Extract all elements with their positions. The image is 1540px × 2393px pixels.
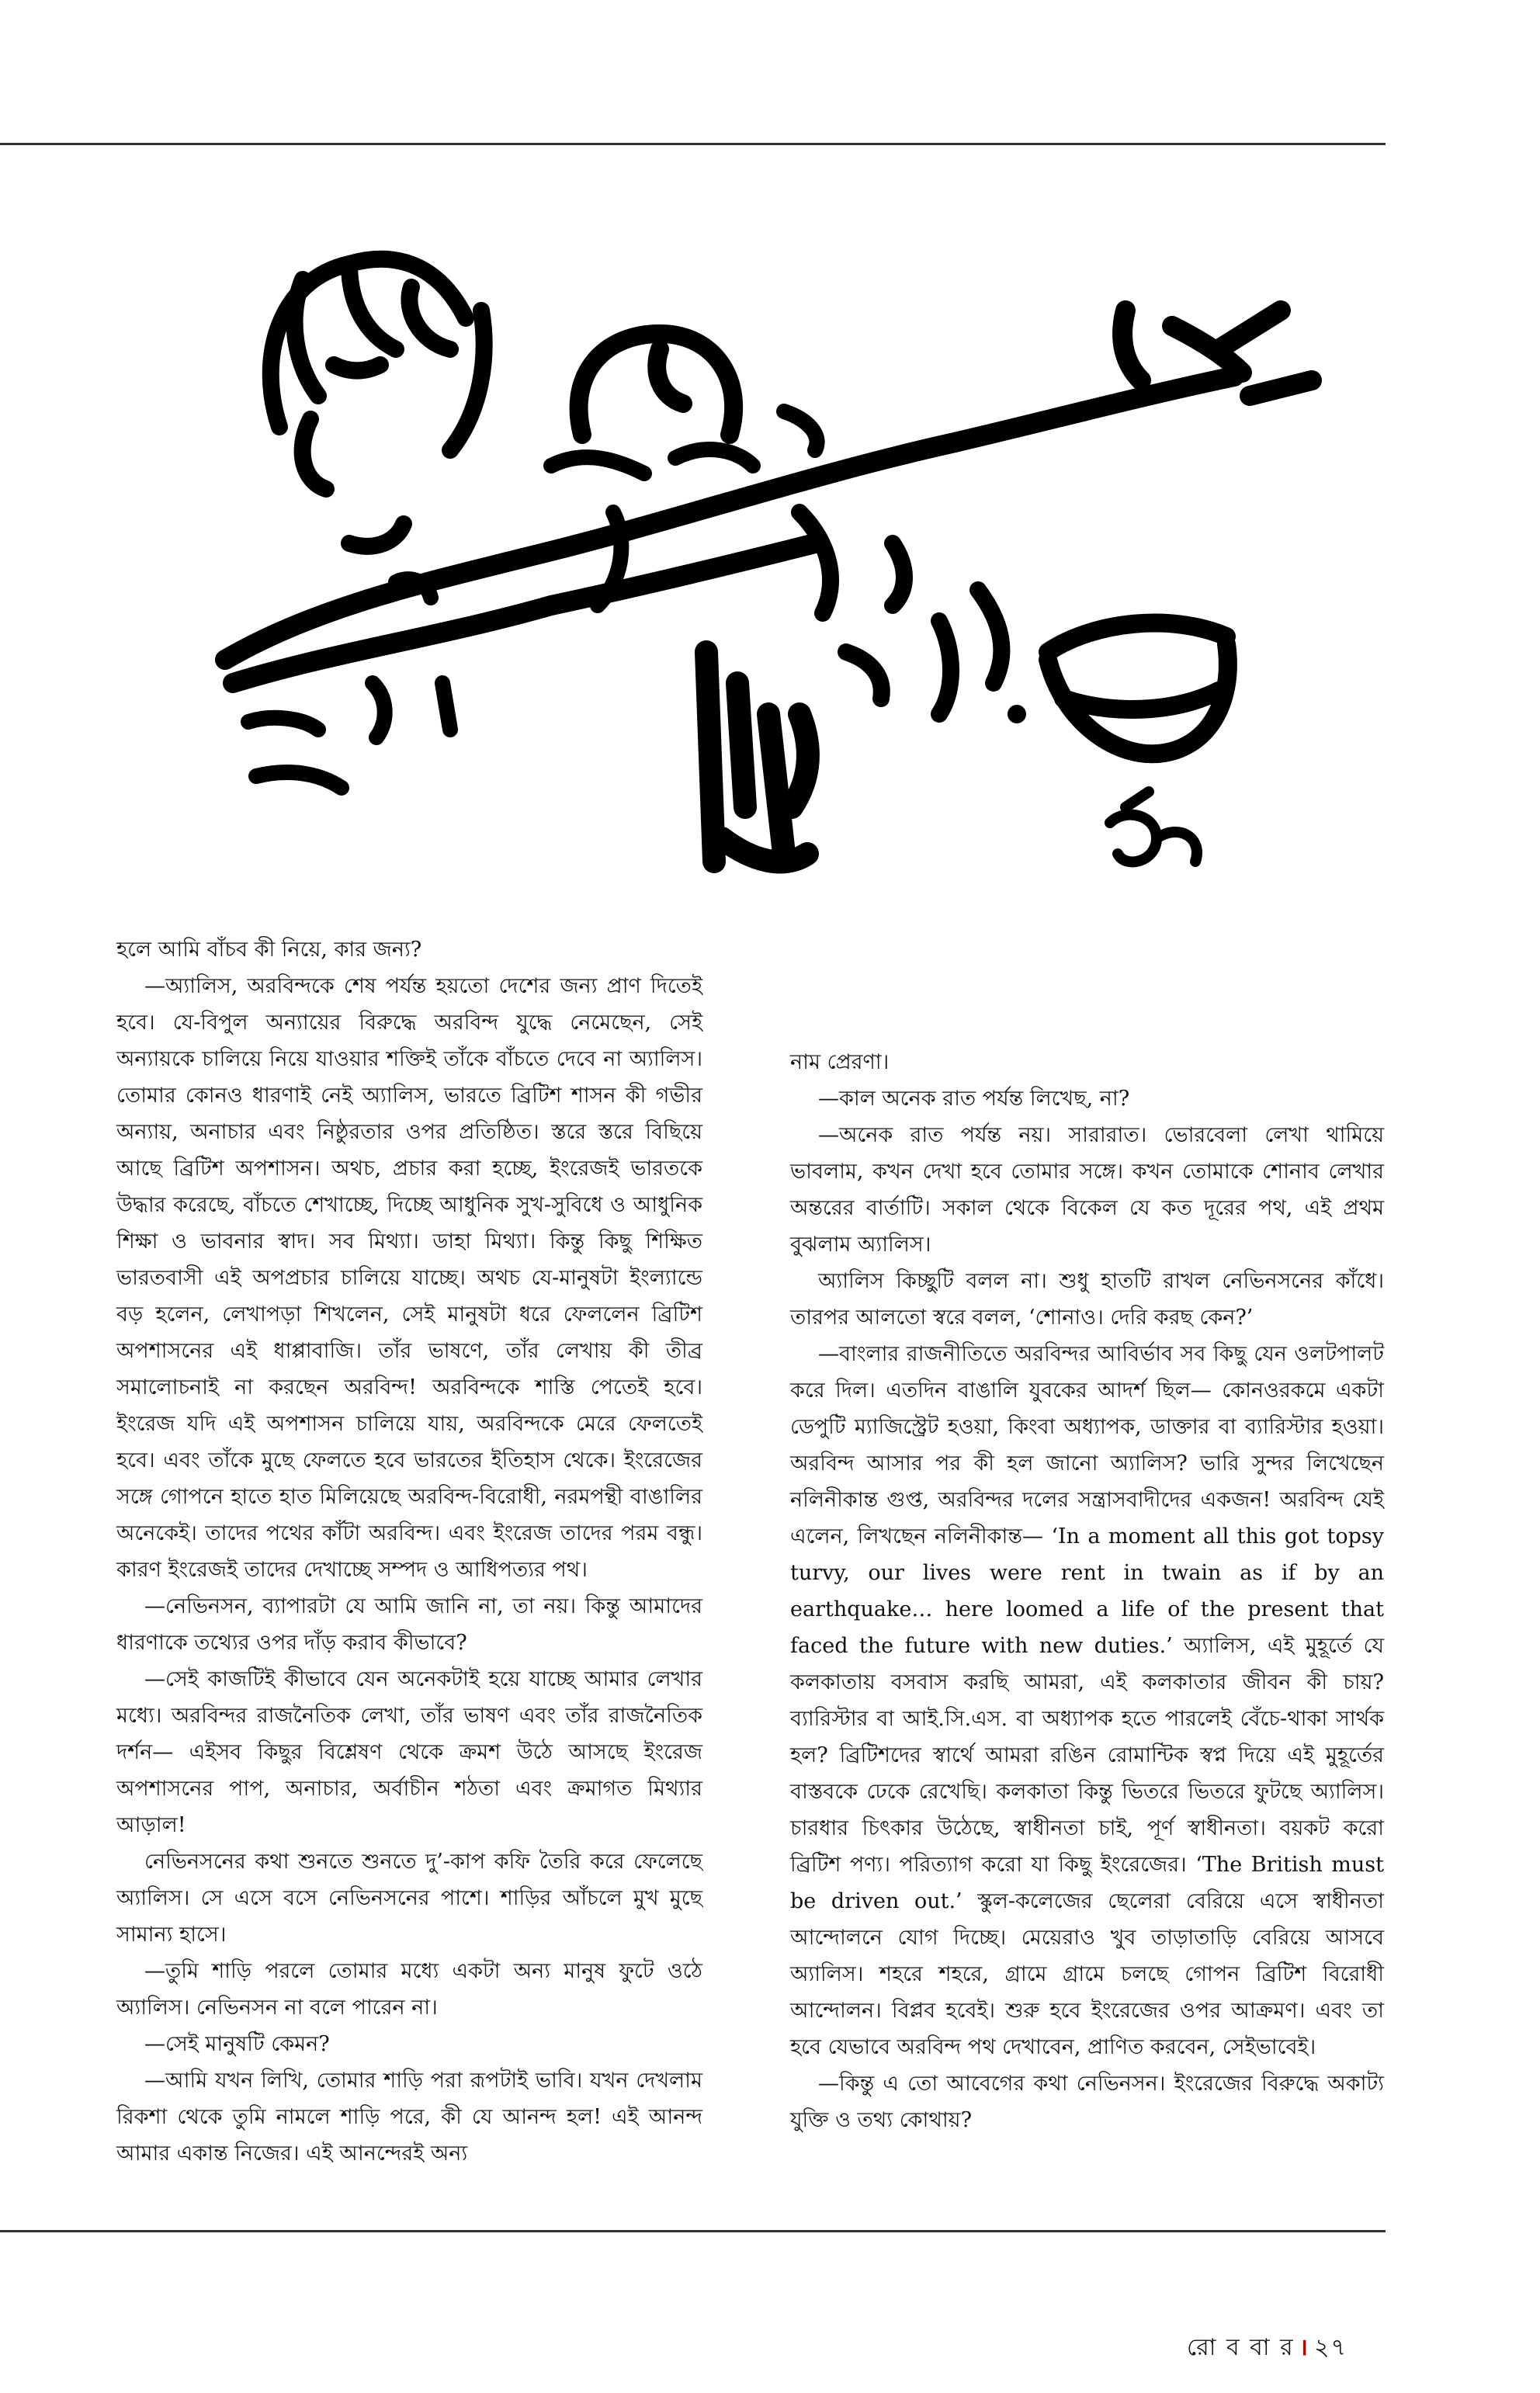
paragraph: —আমি যখন লিখি, তোমার শাড়ি পরা রূপটাই ভাবি। যখন দেখলাম রিকশা থেকে তুমি নামলে শাড়ি পরে, কী যে আনন্দ হল! এই আনন্দ আমার একান্ত নিজের। এই আনন্দেরই অন্য — [116, 2069, 702, 2166]
paragraph: —অনেক রাত পর্যন্ত নয়। সারারাত। ভোরবেলা লেখা থামিয়ে ভাবলাম, কখন দেখা হবে তোমার সঙ্গে। কখন তোমাকে শোনাব লেখার অন্তরের বার্তাটি। সকাল থেকে বিকেল যে কত দূরের পথ, এই প্রথম বুঝলাম অ্যালিস। — [790, 1123, 1384, 1257]
article-right-column — [790, 1044, 1384, 2138]
paragraph: হলে আমি বাঁচব কী নিয়ে, কার জন্য? — [116, 938, 422, 962]
ink-dot — [1008, 705, 1026, 723]
paragraph: নাম প্রেরণা। — [790, 1050, 890, 1074]
top-rule — [0, 143, 1386, 145]
footer-separator: । — [1299, 2334, 1309, 2361]
left-figure-head — [271, 259, 484, 546]
paragraph: —কিন্তু এ তো আবেগের কথা নেভিনসন। ইংরেজের বিরুদ্ধে অকাট্য যুক্তি ও তথ্য কোথায়? — [790, 2072, 1384, 2132]
bowl-sketch — [1048, 623, 1228, 754]
page-number: ২৭ — [1313, 2334, 1348, 2361]
paragraph: —নেভিনসন, ব্যাপারটা যে আমি জানি না, তা নয়। কিন্তু আমাদের ধারণাকে তথ্যের ওপর দাঁড় করাব কীভাবে? — [116, 1594, 702, 1655]
artist-signature — [1110, 792, 1197, 862]
paragraph: অ্যালিস কিচ্ছুটি বলল না। শুধু হাতটি রাখল নেভিনসনের কাঁধে। তারপর আলতো স্বরে বলল, ‘শোনাও। দেরি করছ কেন?’ — [790, 1269, 1384, 1330]
paragraph: —তুমি শাড়ি পরলে তোমার মধ্যে একটা অন্য মানুষ ফুটে ওঠে অ্যালিস। নেভিনসন না বলে পারেন না। — [116, 1959, 702, 2020]
paragraph: —অ্যালিস, অরবিন্দকে শেষ পর্যন্ত হয়তো দেশের জন্য প্রাণ দিতেই হবে। যে-বিপুল অন্যায়ের বিরুদ্ধে অরবিন্দ যুদ্ধে নেমেছেন, সেই অন্যায়কে চালিয়ে নিয়ে যাওয়ার শক্তিই তাঁকে বাঁচতে দেবে না অ্যালিস। তোমার কোনও ধারণাই নেই অ্যালিস, ভারতে ব্রিটিশ শাসন কী গভীর অন্যায়, অনাচার এবং নিষ্ঠুরতার ওপর প্রতিষ্ঠিত। স্তরে স্তরে বিছিয়ে আছে ব্রিটিশ অপশাসন। অথচ, প্রচার করা হচ্ছে, ইংরেজই ভারতকে উদ্ধার করেছে, বাঁচতে শেখাচ্ছে, দিচ্ছে আধুনিক সুখ-সুবিধে ও আধুনিক শিক্ষা ও ভাবনার স্বাদ। সব মিথ্যা। ডাহা মিথ্যা। কিন্তু কিছু শিক্ষিত ভারতবাসী এই অপপ্রচার চালিয়ে যাচ্ছে। অথচ যে-মানুষটা ইংল্যান্ডে বড় হলেন, লেখাপড়া শিখলেন, সেই মানুষটা ধরে ফেললেন ব্রিটিশ অপশাসনের এই ধাপ্পাবাজি। তাঁর ভাষণে, তাঁর লেখায় কী তীব্র সমালোচনাই না করছেন অরবিন্দ! অরবিন্দকে শাস্তি পেতেই হবে। ইংরেজ যদি এই অপশাসন চালিয়ে যায়, অরবিন্দকে মেরে ফেলতেই হবে। এবং তাঁকে মুছে ফেলতে হবে ভারতের ইতিহাস থেকে। ইংরেজের সঙ্গে গোপনে হাতে হাত মিলিয়েছে অরবিন্দ-বিরোধী, নরমপন্থী বাঙালির অনেকেই। তাদের পথের কাঁটা অরবিন্দ। এবং ইংরেজ তাদের পরম বন্ধু। কারণ ইংরেজই তাদের দেখাচ্ছে সম্পদ ও আধিপত্যর পথ। — [116, 974, 702, 1582]
article-left-column — [116, 931, 702, 2172]
paragraph: —বাংলার রাজনীতিতে অরবিন্দর আবির্ভাব সব কিছু যেন ওলটপালট করে দিল। এতদিন বাঙালি যুবকের আদর্শ ছিল— কোনওরকমে একটা ডেপুটি ম্যাজিস্ট্রেট হওয়া, কিংবা অধ্যাপক, ডাক্তার বা ব্যারিস্টার হওয়া। অরবিন্দ আসার পর কী হল জানো অ্যালিস? ভারি সুন্দর লিখেছেন নলিনীকান্ত গুপ্ত, অরবিন্দর দলের সন্ত্রাসবাদীদের একজন! অরবিন্দ যেই এলেন, লিখছেন নলিনীকান্ত— ‘In a moment all this got topsy turvy, our lives were rent in twain as if by an earthquake… here loomed a life of the present that faced the future with new duties.’ অ্যালিস, এই মুহূর্তে যে কলকাতায় বসবাস করছি আমরা, এই কলকাতার জীবন কী চায়? ব্যারিস্টার বা আই.সি.এস. বা অধ্যাপক হতে পারলেই বেঁচে-থাকা সার্থক হল? ব্রিটিশদের স্বার্থে আমরা রঙিন রোমান্টিক স্বপ্ন দিয়ে এই মুহূর্তের বাস্তবকে ঢেকে রেখেছি। কলকাতা কিন্তু ভিতরে ভিতরে ফুটছে অ্যালিস। চারধার চিৎকার উঠেছে, স্বাধীনতা চাই, পূর্ণ স্বাধীনতা। বয়কট করো ব্রিটিশ পণ্য। পরিত্যাগ করো যা কিছু ইংরেজের। ‘The British must be driven out.’ স্কুল-কলেজের ছেলেরা বেরিয়ে এসে স্বাধীনতা আন্দোলনে যোগ দিচ্ছে। মেয়েরাও খুব তাড়াতাড়ি বেরিয়ে আসবে অ্যালিস। শহরে শহরে, গ্রামে গ্রামে চলছে গোপন ব্রিটিশ বিরোধী আন্দোলন। বিপ্লব হবেই। শুরু হবে ইংরেজের ওপর আক্রমণ। এবং তা হবে যেভাবে অরবিন্দ পথ দেখাবেন, প্রাণিত করবেন, সেইভাবেই। — [790, 1342, 1384, 2059]
page-footer — [1187, 2329, 1348, 2368]
bottom-rule — [0, 2230, 1386, 2232]
paragraph: নেভিনসনের কথা শুনতে শুনতে দু’-কাপ কফি তৈরি করে ফেলেছে অ্যালিস। সে এসে বসে নেভিনসনের পাশে। শাড়ির আঁচলে মুখ মুছে সামান্য হাসে। — [116, 1850, 702, 1947]
hatched-shadow — [706, 652, 808, 862]
ink-sketch-illustration — [116, 217, 1327, 916]
paragraph: —সেই কাজটিই কীভাবে যেন অনেকটাই হয়ে যাচ্ছে আমার লেখার মধ্যে। অরবিন্দর রাজনৈতিক লেখা, তাঁর ভাষণ এবং তাঁর রাজনৈতিক দর্শন— এইসব কিছুর বিশ্লেষণ থেকে ক্রমশ উঠে আসছে ইংরেজ অপশাসনের পাপ, অনাচার, অর্বাচীন শঠতা এবং ক্রমাগত মিথ্যার আড়াল! — [116, 1667, 702, 1837]
paragraph: —কাল অনেক রাত পর্যন্ত লিখেছ, না? — [818, 1087, 1130, 1111]
magazine-name: রো ব বা র — [1187, 2334, 1295, 2361]
right-figure-details — [799, 512, 1001, 714]
paragraph: —সেই মানুষটি কেমন? — [144, 2032, 330, 2056]
right-figure-head — [579, 334, 734, 435]
